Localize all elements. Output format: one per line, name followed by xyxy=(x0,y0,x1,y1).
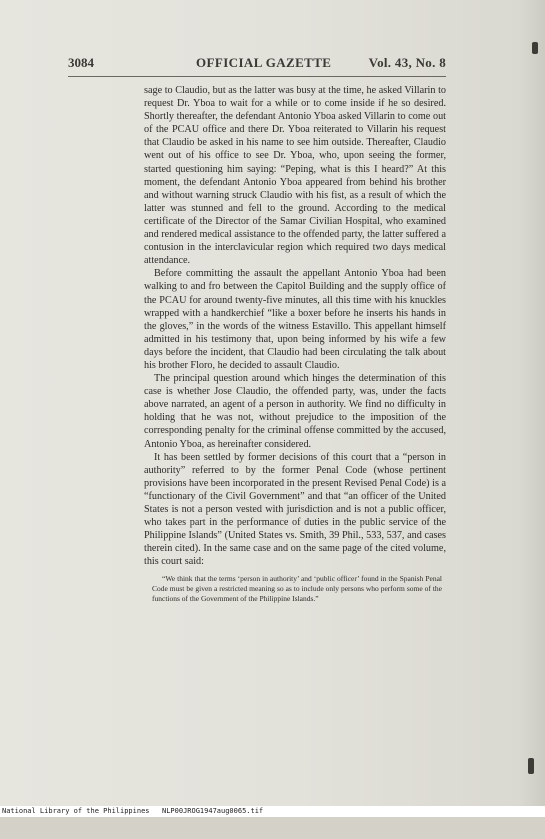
library-credit: National Library of the Philippines xyxy=(2,807,150,815)
volume-number: Vol. 43, No. 8 xyxy=(368,55,446,70)
binding-mark-bottom xyxy=(528,758,534,774)
paragraph-2: Before committing the assault the appellant Antonio Yboa had been walking to and fro between the Capitol Building and the supply office of the PCAU for around twenty-five minutes, all this time with his knuckles wrapped with a handkerchief “like a boxer before he inserts his hands in the gloves,” in the words of the witness Estavillo. This appellant himself admitted in his testimony that, upon being informed by his wife a few days before the incident, that Claudio had been circulating the talk about his brother Floro, he decided to assault Claudio. xyxy=(144,268,446,371)
paragraph-3: The principal question around which hinges the determination of this case is whether Jose Claudio, the offended party, was, under the facts above narrated, an agent of a person in authority. We find no difficulty in holding that he was not, without prejudice to the imposition of the corresponding penalty for the criminal offense committed by the accused, Antonio Yboa, as hereinafter considered. xyxy=(144,373,446,450)
scan-footer xyxy=(0,806,545,817)
paragraph-1: sage to Claudio, but as the latter was busy at the time, he asked Villarin to request Dr. Yboa to wait for a while or to come inside if he so desired. Shortly thereafter, the defendant Antonio Yboa asked Villarin to come out of the PCAU office and there Dr. Yboa reiterated to Villarin his request that Claudio be asked in his name to see him outside. Thereafter, Claudio went out of his office to see Dr. Yboa, who, upon seeing the former, started questioning him saying: “Peping, what is this I heard?” At this moment, the defendant Antonio Yboa appeared from behind his brother and without warning struck Claudio with his fist, as a result of which the latter was stunned and fell to the ground. According to the medical certificate of the Director of the Samar Civilian Hospital, who examined and rendered medical assistance to the offended party, the latter suffered a contusion in the interclavicular region which required two days medical attendance. xyxy=(144,85,446,267)
running-header xyxy=(68,55,446,73)
body-text xyxy=(144,84,446,604)
publication-title: OFFICIAL GAZETTE xyxy=(196,55,332,70)
scan-filename: NLP00JROG1947aug0065.tif xyxy=(162,807,264,815)
block-quote: “We think that the terms ‘person in authority’ and ‘public officer’ found in the Spanish Penal Code must be given a restricted meaning so as to include only persons who perform some of the functions of the Government of the Philippine Islands.” xyxy=(152,574,442,604)
page-number: 3084 xyxy=(68,55,94,70)
paragraph-4: It has been settled by former decisions of this court that a “person in authority” referred to by the former Penal Code (whose pertinent provisions have been incorporated in the present Revised Penal Code) is a “functionary of the Civil Government” and that “an officer of the United States is not a person vested with jurisdiction and is not a public officer, who takes part in the performance of duties in the public service of the Philippine Islands” (United States vs. Smith, 39 Phil., 533, 537, and cases therein cited). In the same case and on the same page of the cited volume, this court said: xyxy=(144,451,446,568)
header-rule xyxy=(68,76,446,77)
page-edge-shadow xyxy=(519,0,545,806)
binding-mark-top xyxy=(532,42,538,54)
